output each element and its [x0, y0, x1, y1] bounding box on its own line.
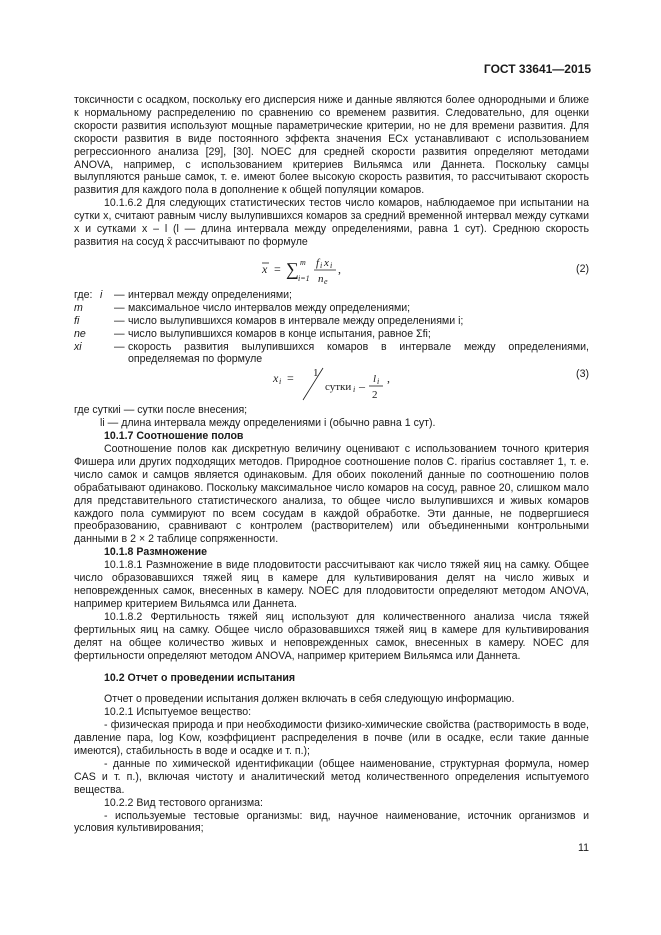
where-label: где:	[74, 288, 93, 301]
definition-symbol: m	[74, 301, 83, 314]
paragraph: 10.1.8.1 Размножение в виде плодовитости рассчитывают как число тяжей яиц на самку. Общее число образовавшихся тяжей яиц в камере для культивирования делят на число живых и неповрежденных самок, внесенных в камеру. NOEC для плодовитости определяют методом ANOVA, например критерием Вильямса или Даннета.	[74, 559, 589, 610]
equation-number: (2)	[576, 262, 589, 275]
definition-text: число вылупившихся комаров в конце испытания, равное Σfi;	[128, 327, 431, 340]
svg-text:=: =	[274, 261, 281, 276]
svg-text:сутки: сутки	[325, 381, 352, 394]
definition-text: максимальное число интервалов между определениями;	[128, 301, 411, 314]
formula-2	[74, 249, 589, 289]
paragraph: токсичности с осадком, поскольку его дисперсия ниже и данные являются более однородными и ближе к нормальному распределению по сравнению со временем развития. Следовательно, для оценки скорости развития используют мощные параметрические критерии, но не для времени развития. Для скорости развития в виде постоянного эффекта значения ECx устанавливают с использованием регрессионного анализа [29], [30]. NOEC для средней скорости развития определяют методами ANOVA, например, с использованием критериев Вильямса или Даннета. Поскольку самцы вылупляются раньше самок, т. е. имеют более высокую скорость развития, то рассчитывают скорость развития для каждого пола в дополнение к общей популяции комаров.	[74, 94, 589, 197]
paragraph: 10.2.1 Испытуемое вещество:	[104, 706, 252, 719]
paragraph: 10.1.8.2 Фертильность тяжей яиц используют для количественного анализа числа тяжей фертильных яиц на самку. Общее число образовавшихся тяжей яиц в камере для культивирования делят на общее количество живых и неповрежденных самок, внесенных в камеру. NOEC для фертильности определяют методом ANOVA, например критерием Вильямса или Даннета.	[74, 610, 589, 662]
definition-symbol: ne	[74, 327, 86, 340]
svg-text:e: e	[324, 276, 328, 286]
section-heading: 10.2 Отчет о проведении испытания	[104, 672, 296, 685]
svg-text:i: i	[353, 385, 356, 395]
dash: —	[114, 314, 125, 327]
definition-row	[74, 302, 589, 315]
list-item: - физическая природа и при необходимости физико-химические свойства (растворимость в воде, давление пара, log Kow, коэффициент распределения в почве (или в осадке, если такие данные имеются), стабильность в воде и осадке и т. п.);	[74, 719, 589, 757]
list-item: - используемые тестовые организмы: вид, научное наименование, источник организмов и условия культивирования;	[74, 809, 589, 835]
svg-text:i: i	[377, 377, 380, 387]
svg-text:i: i	[320, 260, 323, 270]
svg-text:i: i	[279, 377, 282, 387]
svg-text:1: 1	[313, 367, 319, 380]
section-heading: 10.1.7 Соотношение полов	[104, 430, 244, 443]
svg-text:x: x	[262, 261, 268, 276]
formula-3-graphic	[269, 366, 469, 404]
document-code: ГОСТ 33641—2015	[483, 62, 591, 76]
formula-2-graphic	[254, 249, 554, 289]
definition-symbol: i	[100, 288, 103, 301]
svg-text:i: i	[330, 260, 333, 270]
svg-text:l: l	[373, 373, 377, 386]
svg-text:,: ,	[387, 371, 390, 386]
svg-text:i=1: i=1	[298, 273, 310, 283]
paragraph: Отчет о проведении испытания должен включать в себя следующую информацию.	[104, 693, 515, 706]
definition-row	[74, 315, 589, 328]
svg-text:x: x	[273, 371, 279, 386]
section-heading: 10.1.8 Размножение	[104, 546, 207, 559]
equation-number: (3)	[576, 368, 589, 381]
dash: —	[114, 327, 125, 340]
where-label-row	[74, 289, 589, 302]
svg-text:f: f	[316, 256, 320, 269]
where-li: li — длина интервала между определениями i (обычно равна 1 сут).	[100, 417, 436, 430]
svg-text:2: 2	[372, 389, 378, 402]
where-suttki: где суткиi — сутки после внесения;	[74, 404, 248, 417]
svg-text:n: n	[318, 272, 324, 285]
dash: —	[114, 340, 125, 353]
dash: —	[114, 288, 125, 301]
dash: —	[114, 301, 125, 314]
list-item: - данные по химической идентификации (общее наименование, структурная формула, номер CAS и т. п.), включая чистоту и аналитический метод количественного определения испытуемого вещества.	[74, 757, 589, 796]
svg-text:∑: ∑	[286, 258, 299, 279]
definition-text: скорость развития вылупившихся комаров в интервале между определениями, определяемая по формуле	[128, 340, 589, 366]
svg-text:=: =	[287, 371, 294, 386]
paragraph: 10.1.6.2 Для следующих статистических тестов число комаров, наблюдаемое при испытании на сутки x, считают равным числу вылупившихся комаров за средний временной интервал между сутками x и сутками x – l (l — длина интервала между определениями, равна 1 сут). Среднюю скорость развития на сосуд x̄ рассчитывают по формуле	[74, 197, 589, 248]
formula-3	[74, 366, 589, 404]
definition-symbol: fi	[74, 314, 80, 327]
svg-text:x: x	[324, 256, 329, 269]
definition-text: число вылупившихся комаров в интервале между определениями i;	[128, 314, 464, 327]
svg-text:,: ,	[338, 261, 341, 276]
svg-text:–: –	[359, 379, 365, 394]
document-body	[74, 94, 589, 835]
definition-row	[74, 341, 589, 367]
definition-symbol: xi	[74, 340, 82, 353]
paragraph: Соотношение полов как дискретную величину оценивают с использованием точного критерия Фишера или других подходящих методов. Природное соотношение полов C. riparius составляет 1, т. е. число самок и самцов является одинаковым. Для обоих поколений данные по соотношению полов обрабатывают одинаково. Поскольку максимальное число комаров на сосуд, равное 20, слишком мало для представительного статистического анализа, то общее число вылупившихся и живых комаров каждого пола суммируют по всем сосудам в каждой обработке. Эти данные, не подвергшиеся преобразованию, сравнивают с контролем (растворителем) или объединенными контрольными данными в 2 × 2 таблице сопряженности.	[74, 443, 589, 546]
definition-text: интервал между определениями;	[128, 288, 292, 301]
paragraph: 10.2.2 Вид тестового организма:	[104, 796, 263, 809]
svg-text:m: m	[300, 257, 306, 267]
definition-row	[74, 328, 589, 341]
page-number: 11	[578, 842, 589, 854]
